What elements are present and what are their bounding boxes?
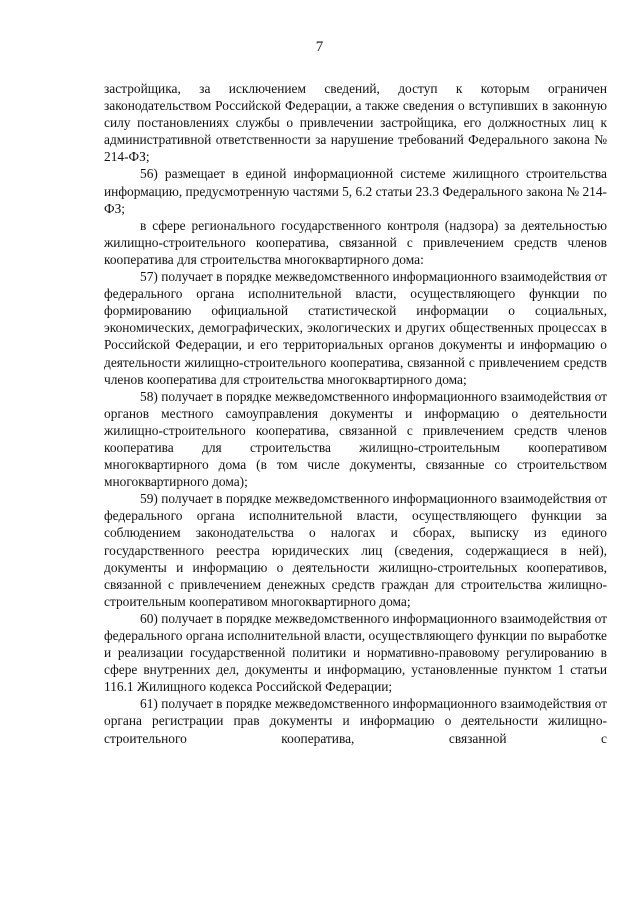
- paragraph-item-59: 59) получает в порядке межведомственного информационного взаимодействия от федерального органа исполнительной власти, осуществляющего функции за соблюдением законодательства о налогах и сборах, выписку из единого государственного реестра юридических лиц (сведения, содержащиеся в ней), документы и информацию о деятельности жилищно-строительных кооперативов, связанной с привлечением денежных средств граждан для строительства жилищно-строительным кооперативом многоквартирного дома;: [104, 491, 607, 609]
- paragraph-item-60: 60) получает в порядке межведомственного информационного взаимодействия от федерального органа исполнительной власти, осуществляющего функции по выработке и реализации государственной политики и нормативно-правовому регулированию в сфере внутренних дел, документы и информацию, установленные пунктом 1 статьи 116.1 Жилищного кодекса Российской Федерации;: [104, 610, 607, 695]
- document-body: [104, 80, 607, 747]
- paragraph-intro-continuation: застройщика, за исключением сведений, доступ к которым ограничен законодательством Российской Федерации, а также сведения о вступивших в законную силу постановлениях службы о привлечении застройщика, его должностных лиц к административной ответственности за нарушение требований Федерального закона № 214-ФЗ;: [104, 81, 607, 165]
- paragraph-item-61: 61) получает в порядке межведомственного информационного взаимодействия от органа регистрации прав документы и информацию о деятельности жилищно-строительного кооператива, связанной с: [104, 696, 607, 746]
- paragraph-item-58: 58) получает в порядке межведомственного информационного взаимодействия от органов местного самоуправления документы и информацию о деятельности жилищно-строительного кооператива, связанной с привлечением средств членов кооператива для строительства жилищно-строительным кооперативом многоквартирного дома (в том числе документы, связанные со строительством многоквартирного дома);: [104, 388, 607, 490]
- page-number: 7: [315, 39, 324, 55]
- paragraph-item-57: 57) получает в порядке межведомственного информационного взаимодействия от федерального органа исполнительной власти, осуществляющего функции по формированию официальной статистической информации о социальных, экономических, демографических, экологических и других общественных процессах в Российской Федерации, и его территориальных органов документы и информацию о деятельности жилищно-строительного кооператива, связанной с привлечением средств членов кооператива для строительства многоквартирного дома;: [104, 269, 607, 387]
- paragraph-item-56: 56) размещает в единой информационной системе жилищного строительства информацию, предусмотренную частями 5, 6.2 статьи 23.3 Федерального закона № 214-ФЗ;: [104, 166, 607, 216]
- paragraph-section-heading: в сфере регионального государственного контроля (надзора) за деятельностью жилищно-строительного кооператива, связанной с привлечением средств членов кооператива для строительства многоквартирного дома:: [104, 217, 607, 267]
